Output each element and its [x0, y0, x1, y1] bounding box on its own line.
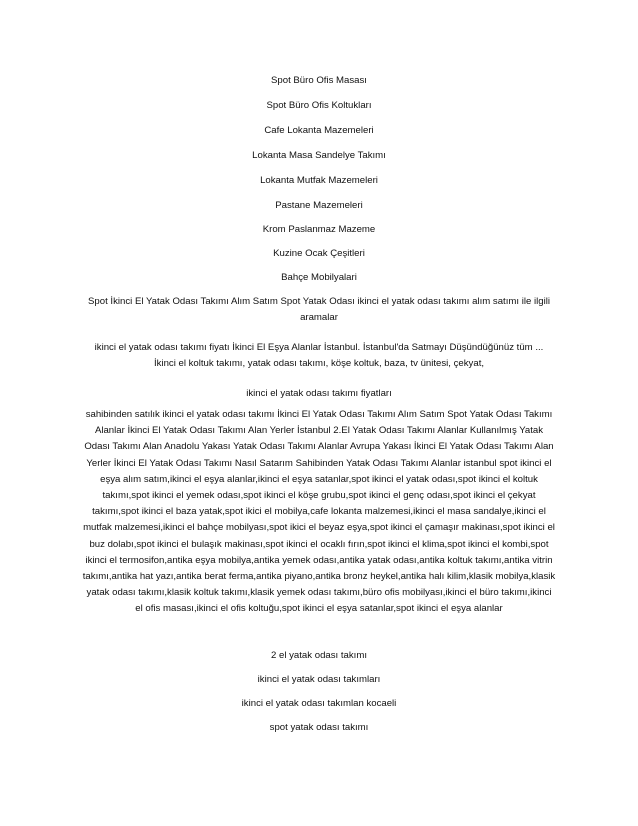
description-paragraph: ikinci el yatak odası takımı fiyatı İkinci El Eşya Alanlar İstanbul. İstanbul'da Satmayı Düşündüğünüz tüm ... İkinci el koltuk takımı, yatak odası takımı, köşe koltuk, baza, tv ünitesi, çekyat, [94, 342, 544, 370]
link-line-7[interactable]: Krom Paslanmaz Mazeme [262, 224, 376, 235]
link-line-3[interactable]: Cafe Lokanta Mazemeleri [264, 125, 374, 136]
link-line-4[interactable]: Lokanta Masa Sandelye Takımı [252, 150, 386, 161]
footer-link-4[interactable]: spot yatak odası takımı [269, 722, 369, 733]
link-line-2[interactable]: Spot Büro Ofis Koltukları [266, 100, 372, 111]
footer-link-3[interactable]: ikinci el yatak odası takımlan kocaeli [241, 698, 397, 709]
link-line-8[interactable]: Kuzine Ocak Çeşitleri [273, 248, 365, 259]
link-line-5[interactable]: Lokanta Mutfak Mazemeleri [260, 175, 378, 186]
prices-heading: ikinci el yatak odası takımı fiyatları [246, 388, 392, 399]
footer-link-1[interactable]: 2 el yatak odası takımı [271, 650, 367, 661]
footer-link-2[interactable]: ikinci el yatak odası takımları [257, 674, 381, 685]
link-line-6[interactable]: Pastane Mazemeleri [275, 200, 363, 211]
link-line-1[interactable]: Spot Büro Ofis Masası [271, 75, 367, 86]
link-line-9[interactable]: Bahçe Mobilyalari [281, 272, 357, 283]
keywords-paragraph: sahibinden satılık ikinci el yatak odası takımı İkinci El Yatak Odası Takımı Alım Satım Spot Yatak Odası Takımı Alanlar İkinci El Yatak Odası Takımı Alan Yerler İstanbul 2.El Yatak Odası Takımı Alanlar Kullanılmış Yatak Odası Takımı Alan Anadolu Yakası Yatak Odası Takımı Alanlar Avrupa Yakası İkinci El Yatak Odası Takımı Alan Yerler İkinci El Yatak Odası Takımı Nasıl Satarım Sahibinden Yatak Odası Takımı Alanlar istanbul spot ikinci el eşya alım satım,ikinci el eşya alanlar,ikinci el eşya satanlar,spot ikinci el yatak odası,spot ikinci el koltuk takımı,spot ikinci el yemek odası,spot ikinci el köşe grubu,spot ikinci el genç odası,spot ikinci el çekyat takımı,spot ikinci el baza yatak,spot ikici el mobilya,cafe lokanta malzemesi,ikinci el masa sandalye,ikinci el mutfak malzemesi,ikinci el bahçe mobilyası,spot ikici el beyaz eşya,spot ikinci el çamaşır makinası,spot ikinci el buz dolabı,spot ikinci el bulaşık makinası,spot ikinci el ocaklı fırın,spot ikinci el klima,spot ikinci el kombi,spot ikinci el termosifon,antika eşya mobilya,antika yemek odası,antika yatak odası,antika koltuk takımı,antika vitrin takımı,antika hat yazı,antika berat ferma,antika piyano,antika bronz heykel,antika halı kilim,klasik mobilya,klasik yatak odası takımı,klasik koltuk takımı,klasik yemek odası takımı,büro ofis mobilyası,ikinci el büro takımı,ikinci el ofis masası,ikinci el ofis koltuğu,spot ikinci el eşya satanlar,spot ikinci el eşya alanlar [82, 409, 556, 615]
intro-paragraph: Spot İkinci El Yatak Odası Takımı Alım Satım Spot Yatak Odası ikinci el yatak odası takımı alım satımı ile ilgili aramalar [88, 296, 550, 324]
